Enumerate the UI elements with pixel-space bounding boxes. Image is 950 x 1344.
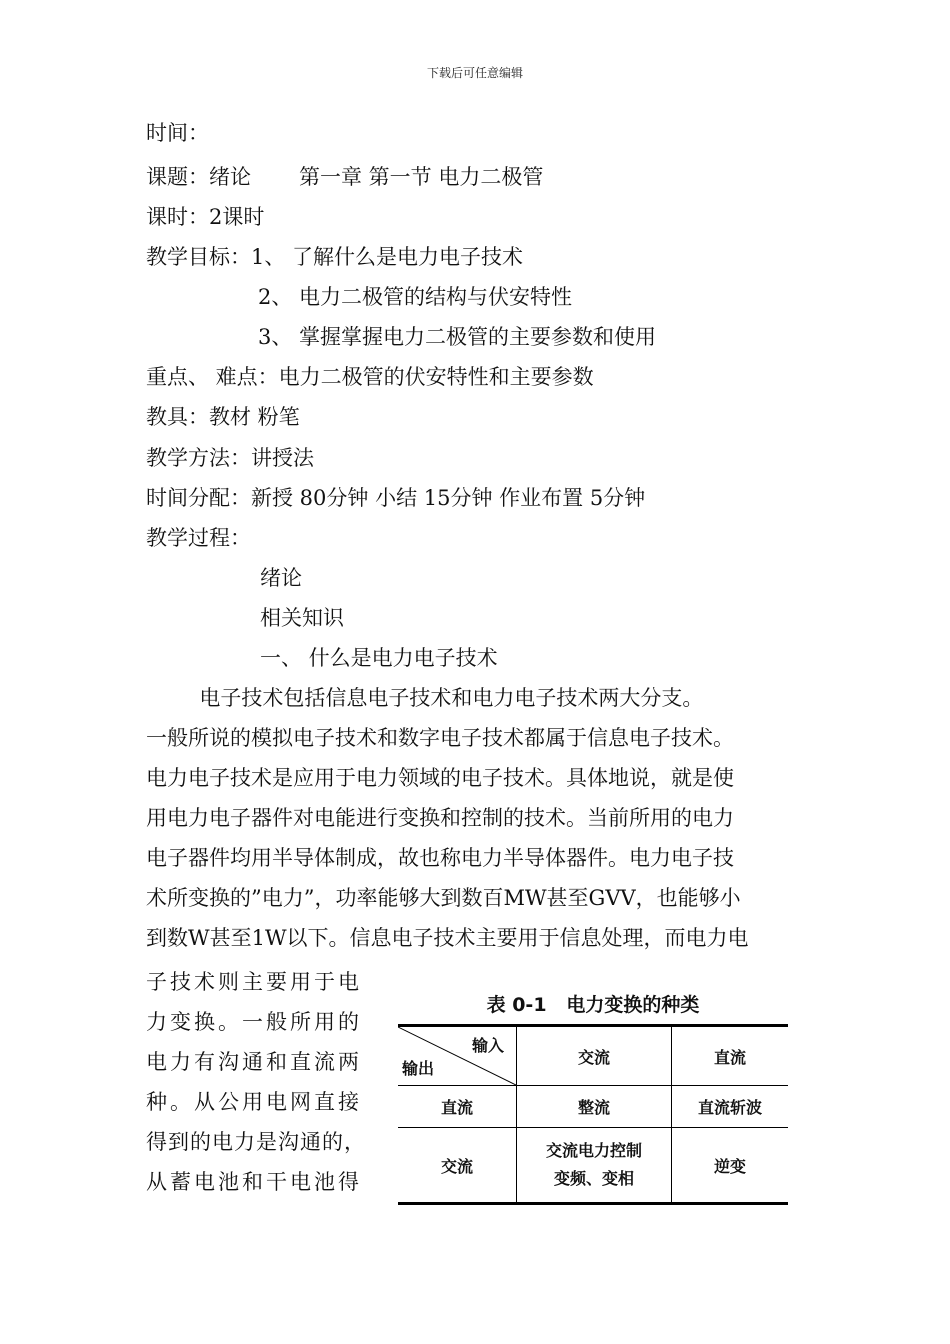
goal-item-3: 3、 掌握掌握电力二极管的主要参数和使用 <box>258 325 657 349</box>
table-row <box>398 1128 788 1204</box>
wrap-line: 力变换。一般所用的 <box>146 1010 362 1034</box>
para-line: 用电力电子器件对电能进行变换和控制的技术。当前所用的电力 <box>146 806 734 830</box>
wrap-line: 种。从公用电网直接 <box>146 1090 362 1114</box>
para-line: 一般所说的模拟电子技术和数字电子技术都属于信息电子技术。 <box>146 726 734 750</box>
table-row <box>398 1086 788 1128</box>
wrap-line: 电力有沟通和直流两 <box>146 1050 362 1074</box>
tools-line: 教具：教材 粉笔 <box>146 405 300 429</box>
col-header-dc: 直流 <box>672 1026 789 1086</box>
goal-item-1: 1、 了解什么是电力电子技术 <box>251 245 524 269</box>
conversion-table <box>398 1024 788 1205</box>
cell-ac-control-line2: 变频、变相 <box>553 1169 634 1188</box>
page-header: 下载后可任意编辑 <box>426 66 523 80</box>
cell-dc-chopper: 直流斩波 <box>672 1086 789 1128</box>
corner-cell <box>398 1026 517 1086</box>
process-line: 教学过程： <box>146 526 251 550</box>
body-paragraph <box>146 678 816 958</box>
hours-line: 课时：2课时 <box>146 205 265 229</box>
wrap-line: 从蓄电池和干电池得 <box>146 1170 362 1194</box>
para-line: 到数W甚至1W以下。信息电子技术主要用于信息处理，而电力电 <box>146 926 749 950</box>
col-header-ac: 交流 <box>517 1026 672 1086</box>
corner-input-label: 输入 <box>471 1036 504 1055</box>
key-points-line: 重点、 难点：电力二极管的伏安特性和主要参数 <box>146 365 594 389</box>
para-line: 电力电子技术是应用于电力领域的电子技术。具体地说，就是使 <box>146 766 734 790</box>
method-line: 教学方法：讲授法 <box>146 446 314 470</box>
cell-ac-control-line1: 交流电力控制 <box>545 1141 642 1160</box>
para-line: 电子器件均用半导体制成，故也称电力半导体器件。电力电子技 <box>146 846 734 870</box>
cell-ac-control <box>517 1128 672 1204</box>
para-line: 术所变换的”电力”，功率能够大到数百MW甚至GVV，也能够小 <box>146 886 741 910</box>
heading-section-1: 一、 什么是电力电子技术 <box>260 646 498 670</box>
corner-output-label: 输出 <box>402 1059 435 1078</box>
table-title: 表 0-1 电力变换的种类 <box>486 994 700 1016</box>
wrap-line: 得到的电力是沟通的， <box>146 1130 366 1154</box>
topic-a: 绪论 <box>209 165 251 189</box>
row-header-dc: 直流 <box>398 1086 517 1128</box>
table-row <box>398 1026 788 1086</box>
time-alloc-line: 时间分配：新授 80分钟 小结 15分钟 作业布置 5分钟 <box>146 486 646 510</box>
para-line: 电子技术包括信息电子技术和电力电子技术两大分支。 <box>146 686 704 710</box>
time-line: 时间： <box>146 121 209 145</box>
cell-inverter: 逆变 <box>672 1128 789 1204</box>
wrap-line: 子技术则主要用于电 <box>146 970 362 994</box>
goal-item-2: 2、 电力二极管的结构与伏安特性 <box>258 285 573 309</box>
topic-label: 课题： <box>146 165 209 189</box>
heading-intro: 绪论 <box>260 566 302 590</box>
topic-line <box>146 162 543 192</box>
wrapped-paragraph <box>146 962 381 1202</box>
topic-b: 第一章 第一节 电力二极管 <box>299 165 544 189</box>
cell-rectify: 整流 <box>517 1086 672 1128</box>
goal-label: 教学目标： <box>146 245 251 269</box>
heading-related: 相关知识 <box>260 606 344 630</box>
row-header-ac: 交流 <box>398 1128 517 1204</box>
goal-line <box>146 242 523 272</box>
